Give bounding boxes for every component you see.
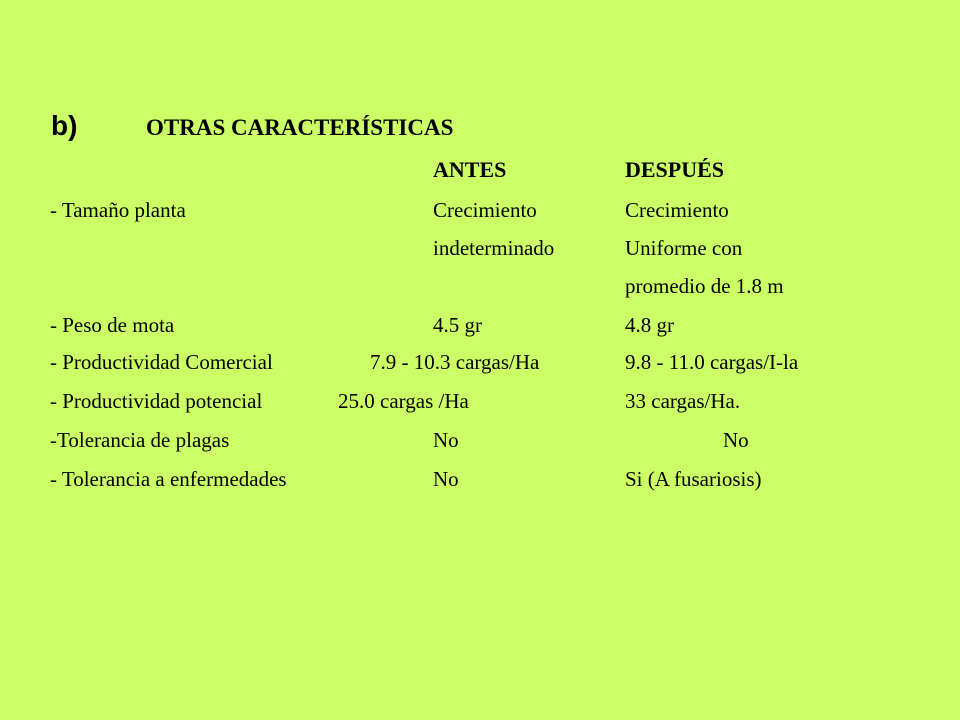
row-label-plant-size: - Tamaño planta bbox=[50, 198, 186, 222]
before-plant-size-line-2: indeterminado bbox=[433, 236, 555, 260]
after-pest-tolerance: No bbox=[723, 428, 749, 452]
before-potential-productivity: 25.0 cargas /Ha bbox=[338, 389, 469, 413]
after-plant-size-line-2: Uniforme con bbox=[625, 236, 743, 260]
after-potential-productivity: 33 cargas/Ha. bbox=[625, 389, 741, 413]
before-plant-size-line-1: Crecimiento bbox=[433, 198, 537, 222]
row-label-boll-weight: - Peso de mota bbox=[50, 313, 175, 337]
before-boll-weight: 4.5 gr bbox=[433, 313, 482, 337]
before-disease-tolerance: No bbox=[433, 467, 459, 491]
after-plant-size-line-3: promedio de 1.8 m bbox=[625, 274, 784, 298]
row-label-potential-productivity: - Productividad potencial bbox=[50, 389, 263, 413]
before-commercial-productivity: 7.9 - 10.3 cargas/Ha bbox=[370, 350, 540, 374]
after-boll-weight: 4.8 gr bbox=[625, 313, 674, 337]
after-plant-size-line-1: Crecimiento bbox=[625, 198, 729, 222]
heading-title: OTRAS CARACTERÍSTICAS bbox=[146, 115, 454, 140]
column-header-after: DESPUÉS bbox=[625, 157, 725, 182]
before-pest-tolerance: No bbox=[433, 428, 459, 452]
heading-letter: b) bbox=[51, 110, 78, 141]
row-label-disease-tolerance: - Tolerancia a enfermedades bbox=[50, 467, 287, 491]
after-disease-tolerance: Si (A fusariosis) bbox=[625, 467, 762, 491]
column-header-before: ANTES bbox=[433, 157, 507, 182]
row-label-pest-tolerance: -Tolerancia de plagas bbox=[50, 428, 230, 452]
after-commercial-productivity: 9.8 - 11.0 cargas/I-la bbox=[625, 350, 799, 374]
row-label-commercial-productivity: - Productividad Comercial bbox=[50, 350, 273, 374]
